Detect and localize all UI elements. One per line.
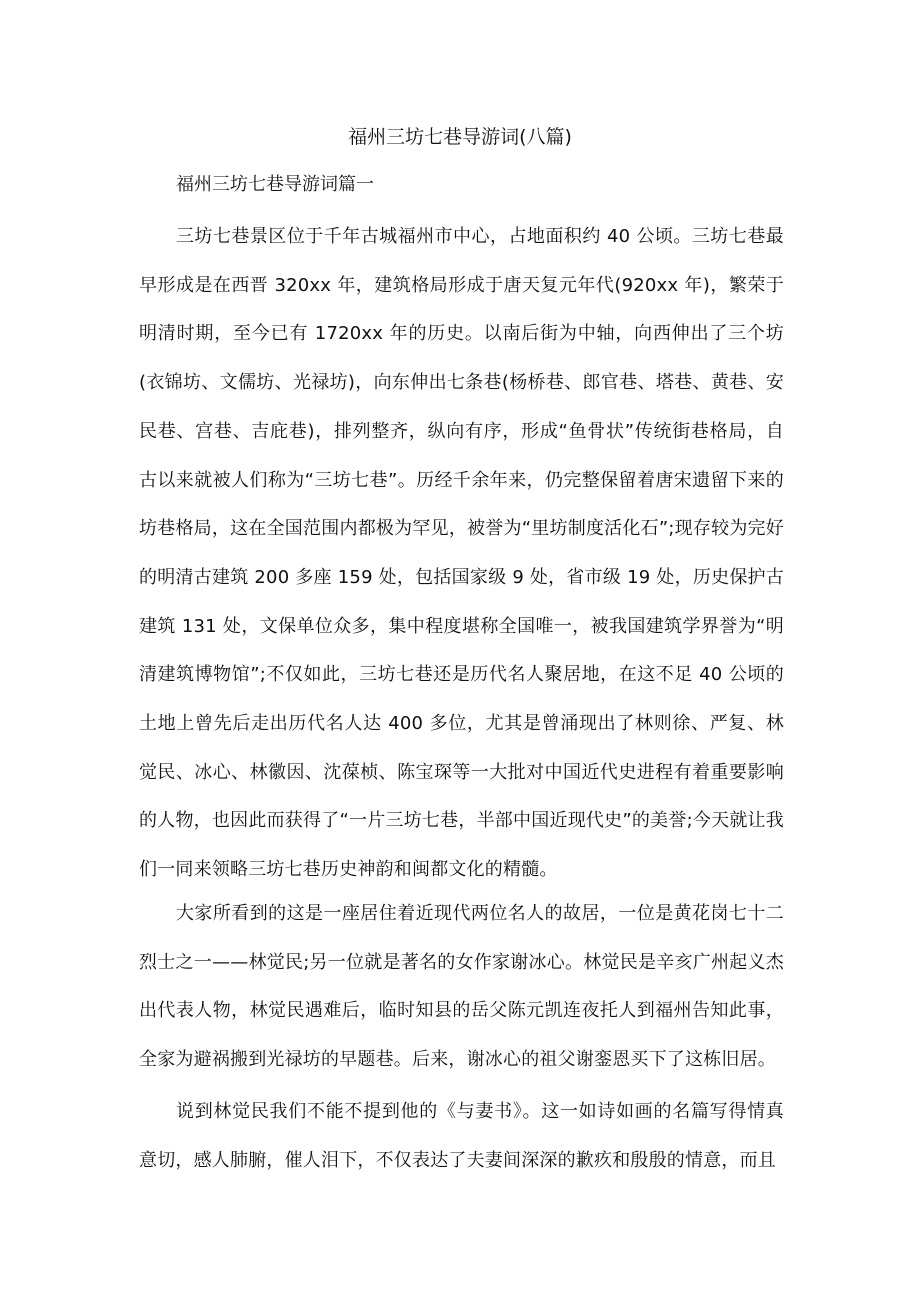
section-heading: 福州三坊七巷导游词篇一 [176,174,374,195]
document-title: 福州三坊七巷导游词(八篇) [348,126,572,148]
paragraph: 三坊七巷景区位于千年古城福州市中心，占地面积约 40 公顷。三坊七巷最早形成是在西晋 320xx 年，建筑格局形成于唐天复元年代(920xx 年)，繁荣于明清时期，至今已有 1720xx 年的历史。以南后街为中轴，向西伸出了三个坊(衣锦坊、文儒坊、光禄坊)，向东伸出七条巷(杨桥巷、郎官巷、塔巷、黄巷、安民巷、宫巷、吉庇巷)，排列整齐，纵向有序，形成“鱼骨状”传统街巷格局，自古以来就被人们称为“三坊七巷”。历经千余年来，仍完整保留着唐宋遗留下来的坊巷格局，这在全国范围内都极为罕见，被誉为“里坊制度活化石”;现存较为完好的明清古建筑 200 多座 159 处，包括国家级 9 处，省市级 19 处，历史保护古建筑 131 处，文保单位众多，集中程度堪称全国唯一，被我国建筑学界誉为“明清建筑博物馆”;不仅如此，三坊七巷还是历代名人聚居地，在这不足 40 公顷的土地上曾先后走出历代名人达 400 多位，尤其是曾涌现出了林则徐、严复、林觉民、冰心、林徽因、沈葆桢、陈宝琛等一大批对中国近代史进程有着重要影响的人物，也因此而获得了“一片三坊七巷，半部中国近现代史”的美誉;今天就让我们一同来领略三坊七巷历史神韵和闽都文化的精髓。 [139,226,784,881]
paragraph: 说到林觉民我们不能不提到他的《与妻书》。这一如诗如画的名篇写得情真意切，感人肺腑，催人泪下，不仅表达了夫妻间深深的歉疚和殷殷的情意，而且 [139,1101,784,1171]
paragraph: 大家所看到的这是一座居住着近现代两位名人的故居，一位是黄花岗七十二烈士之一——林觉民;另一位就是著名的女作家谢冰心。林觉民是辛亥广州起义杰出代表人物，林觉民遇难后，临时知县的岳父陈元凯连夜托人到福州告知此事，全家为避祸搬到光禄坊的早题巷。后来，谢冰心的祖父谢銮恩买下了这栋旧居。 [139,903,784,1071]
